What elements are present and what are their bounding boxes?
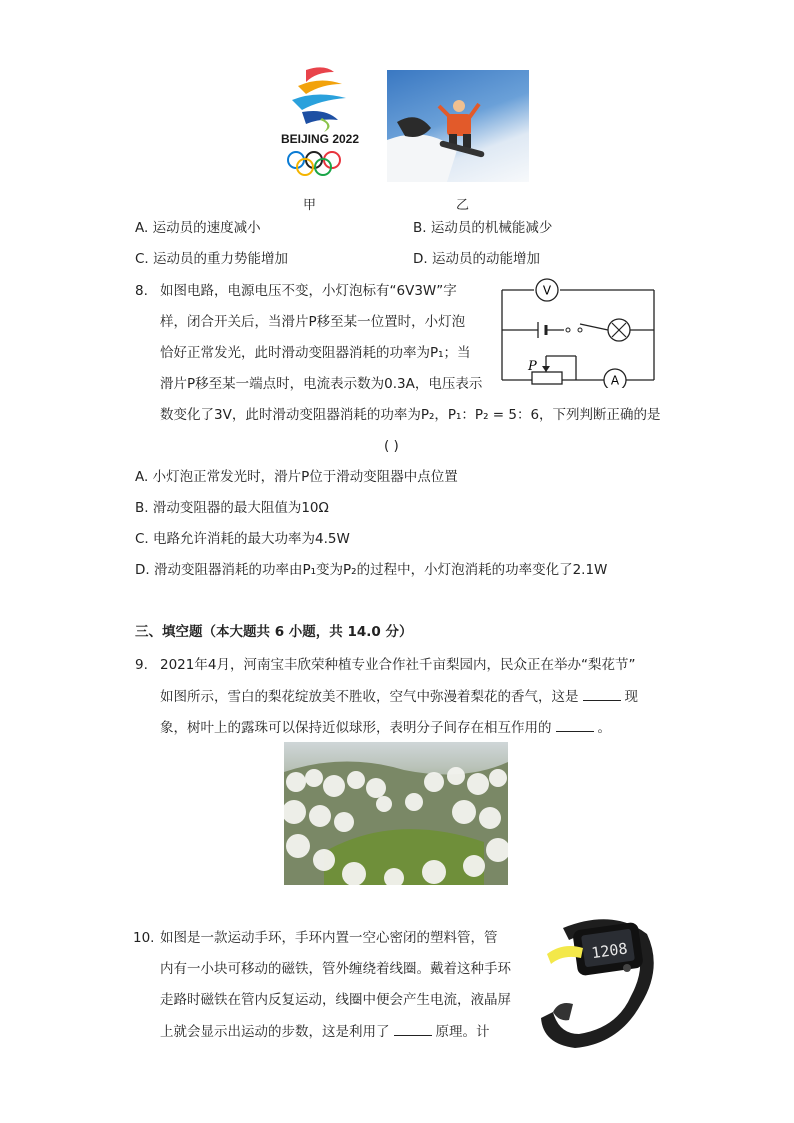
fitness-band-photo [523, 908, 665, 1056]
q9-line-2 [160, 686, 638, 707]
q10-line-3: 走路时磁铁在管内反复运动，线圈中便会产生电流，液晶屏 [160, 992, 511, 1008]
q8-number: 8. [135, 283, 148, 299]
q8-line-4: 滑片P移至某一端点时，电流表示数为0.3A，电压表示 [160, 376, 483, 392]
q9-line-3-text: 象，树叶上的露珠可以保持近似球形，表明分子间存在相互作用的 [160, 720, 552, 736]
section-3-title: 三、填空题（本大题共 6 小题，共 14.0 分） [135, 624, 413, 640]
caption-yi: 乙 [456, 198, 470, 213]
q9-number: 9. [135, 657, 148, 673]
q8-line-1: 如图电路，电源电压不变，小灯泡标有“6V3W”字 [160, 283, 457, 299]
q10-blank-1[interactable] [394, 1021, 432, 1036]
q9-line-2-text: 如图所示，雪白的梨花绽放美不胜收，空气中弥漫着梨花的香气，这是 [160, 689, 579, 705]
q8-option-c: C. 电路允许消耗的最大功率为4.5W [135, 531, 350, 547]
q8-option-b: B. 滑动变阻器的最大阻值为10Ω [135, 500, 329, 516]
q8-answer-paren: ( ) [384, 438, 399, 454]
q10-number: 10. [133, 930, 155, 946]
q7-option-a: A. 运动员的速度减小 [135, 220, 261, 236]
beijing-2022-text: BEIJING 2022 [280, 132, 360, 146]
voltmeter-label: V [542, 283, 552, 298]
q8-option-a: A. 小灯泡正常发光时，滑片P位于滑动变阻器中点位置 [135, 469, 458, 485]
q10-line-4-end: 原理。计 [435, 1024, 490, 1040]
q7-option-b: B. 运动员的机械能减少 [413, 220, 553, 236]
circuit-diagram [498, 276, 660, 388]
caption-jia: 甲 [303, 198, 317, 213]
q9-blank-1[interactable] [583, 686, 621, 701]
q10-line-1: 如图是一款运动手环，手环内置一空心密闭的塑料管，管 [160, 930, 498, 946]
q9-blank-2[interactable] [556, 717, 594, 732]
band-screen-text: 1208 [590, 939, 629, 963]
slider-label: P [528, 359, 537, 374]
q8-line-2: 样，闭合开关后，当滑片P移至某一位置时，小灯泡 [160, 314, 466, 330]
q8-line-3: 恰好正常发光，此时滑动变阻器消耗的功率为P₁；当 [160, 345, 471, 361]
q9-line-2-end: 现 [624, 689, 638, 705]
snowboarder-photo [387, 70, 529, 182]
q10-line-4-text: 上就会显示出运动的步数，这是利用了 [160, 1024, 390, 1040]
q7-option-d: D. 运动员的动能增加 [413, 251, 540, 267]
q9-line-3 [160, 717, 611, 738]
q8-option-d: D. 滑动变阻器消耗的功率由P₁变为P₂的过程中，小灯泡消耗的功率变化了2.1W [135, 562, 608, 578]
q10-line-2: 内有一小块可移动的磁铁，管外缠绕着线圈。戴着这种手环 [160, 961, 511, 977]
beijing-2022-logo [276, 62, 366, 184]
q8-line-5: 数变化了3V，此时滑动变阻器消耗的功率为P₂，P₁：P₂ = 5：6，下列判断正确的是 [160, 407, 661, 423]
q10-line-4 [160, 1021, 490, 1042]
ammeter-label: A [610, 373, 620, 388]
q7-option-c: C. 运动员的重力势能增加 [135, 251, 289, 267]
q9-line-1: 2021年4月，河南宝丰欣荣种植专业合作社千亩梨园内，民众正在举办“梨花节” [160, 657, 636, 673]
pear-blossom-photo [284, 742, 508, 885]
olympic-rings-icon [282, 150, 362, 176]
q9-line-3-end: 。 [597, 720, 611, 736]
